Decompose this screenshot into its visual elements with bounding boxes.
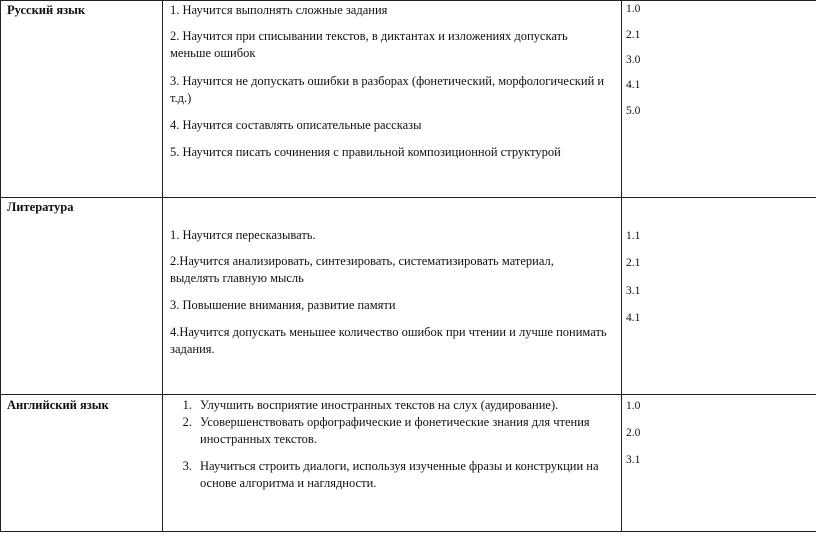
goal-russian-5: 5. Научится писать сочинения с правильной композиционной структурой: [170, 145, 561, 159]
goal-english-2-text: Усовершенствовать орфографические и фонетические знания для чтения иностранных текстов.: [200, 415, 590, 446]
row-divider-bottom: [0, 531, 816, 532]
goal-english-3: [170, 458, 620, 492]
code-russian-2: 2.1: [626, 29, 641, 41]
code-russian-5: 5.0: [626, 105, 641, 117]
code-literature-1: 1.1: [626, 230, 641, 242]
code-literature-3: 3.1: [626, 285, 641, 297]
subject-russian: Русский язык: [7, 3, 86, 17]
subject-english: Английский язык: [7, 398, 109, 412]
col-divider-1: [162, 0, 163, 532]
code-english-1: 1.0: [626, 400, 641, 412]
code-russian-4: 4.1: [626, 79, 641, 91]
goal-english-1-number: 1.: [182, 398, 192, 412]
row-divider-1: [0, 197, 816, 198]
goal-russian-3: 3. Научится не допускать ошибки в разборах (фонетический, морфологический и т.д.): [170, 74, 605, 105]
code-english-2: 2.0: [626, 427, 641, 439]
code-english-3: 3.1: [626, 454, 641, 466]
goal-english-1: [170, 397, 620, 414]
goal-english-3-text: Научиться строить диалоги, используя изученные фразы и конструкции на основе алгоритма и наглядности.: [200, 459, 599, 490]
subject-literature: Литература: [7, 200, 74, 214]
code-russian-3: 3.0: [626, 54, 641, 66]
goal-english-1-text: Улучшить восприятие иностранных текстов на слух (аудирование).: [200, 398, 559, 412]
goal-russian-2: 2. Научится при списывании текстов, в диктантах и изложениях допускать меньше ошибок: [170, 29, 568, 60]
goal-english-3-number: 3.: [182, 459, 192, 473]
code-russian-1: 1.0: [626, 3, 641, 15]
row-divider-2: [0, 394, 816, 395]
code-literature-2: 2.1: [626, 257, 641, 269]
goal-russian-1: 1. Научится выполнять сложные задания: [170, 3, 388, 17]
goal-russian-4: 4. Научится составлять описательные рассказы: [170, 118, 422, 132]
col-divider-2: [621, 0, 622, 532]
row-divider-top: [0, 0, 816, 1]
goal-literature-3: 3. Повышение внимания, развитие памяти: [170, 298, 396, 312]
goal-literature-4: 4.Научится допускать меньшее количество ошибок при чтении и лучше понимать задания.: [170, 325, 607, 356]
goal-english-2: [170, 414, 620, 448]
goal-literature-1: 1. Научится пересказывать.: [170, 228, 316, 242]
col-divider-left: [0, 0, 1, 532]
goal-english-2-number: 2.: [182, 415, 192, 429]
code-literature-4: 4.1: [626, 312, 641, 324]
goal-literature-2: 2.Научится анализировать, синтезировать, систематизировать материал, выделять главную мысль: [170, 254, 554, 285]
